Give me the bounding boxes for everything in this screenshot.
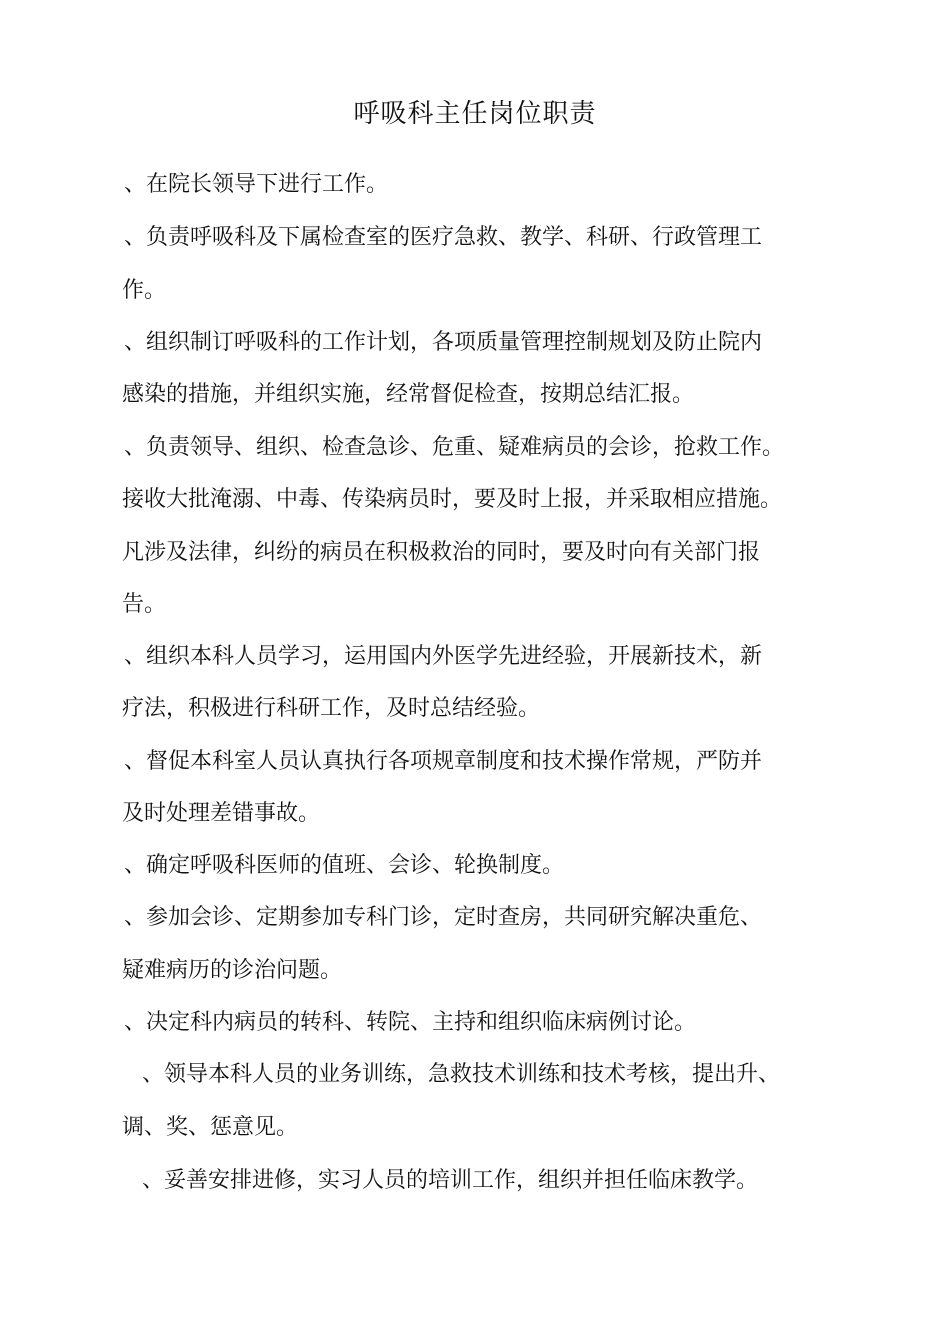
duty-line-20: 、妥善安排进修，实习人员的培训工作，组织并担任临床教学。 bbox=[142, 1168, 759, 1193]
duty-line-7: 接收大批淹溺、中毒、传染病员时，要及时上报，并采取相应措施。 bbox=[122, 487, 783, 512]
duty-line-4: 、组织制订呼吸科的工作计划，各项质量管理控制规划及防止院内 bbox=[124, 330, 763, 355]
duty-line-2: 、负责呼吸科及下属检查室的医疗急救、教学、科研、行政管理工 bbox=[124, 225, 763, 250]
duty-line-9: 告。 bbox=[122, 592, 167, 617]
duty-line-1: 、在院长领导下进行工作。 bbox=[124, 172, 389, 197]
duty-line-6: 、负责领导、组织、检查急诊、危重、疑难病员的会诊，抢救工作。 bbox=[124, 435, 785, 460]
duty-line-11: 疗法，积极进行科研工作，及时总结经验。 bbox=[122, 696, 541, 721]
duty-line-10: 、组织本科人员学习，运用国内外医学先进经验，开展新技术，新 bbox=[124, 644, 763, 669]
document-title: 呼吸科主任岗位职责 bbox=[353, 99, 597, 129]
duty-line-18: 、领导本科人员的业务训练，急救技术训练和技术考核，提出升、 bbox=[142, 1062, 781, 1087]
duty-line-14: 、确定呼吸科医师的值班、会诊、轮换制度。 bbox=[124, 853, 565, 878]
duty-line-5: 感染的措施，并组织实施，经常督促检查，按期总结汇报。 bbox=[122, 382, 695, 407]
duty-line-16: 疑难病历的诊治问题。 bbox=[122, 958, 343, 983]
duty-line-8: 凡涉及法律，纠纷的病员在积极救治的同时，要及时向有关部门报 bbox=[122, 540, 761, 565]
duty-line-3: 作。 bbox=[122, 278, 167, 303]
duty-line-19: 调、奖、惩意见。 bbox=[122, 1115, 299, 1140]
duty-line-15: 、参加会诊、定期参加专科门诊，定时查房，共同研究解决重危、 bbox=[124, 905, 763, 930]
duty-line-12: 、督促本科室人员认真执行各项规章制度和技术操作常规，严防并 bbox=[124, 749, 763, 774]
duty-line-17: 、决定科内病员的转科、转院、主持和组织临床病例讨论。 bbox=[124, 1010, 697, 1035]
duty-line-13: 及时处理差错事故。 bbox=[122, 801, 321, 826]
